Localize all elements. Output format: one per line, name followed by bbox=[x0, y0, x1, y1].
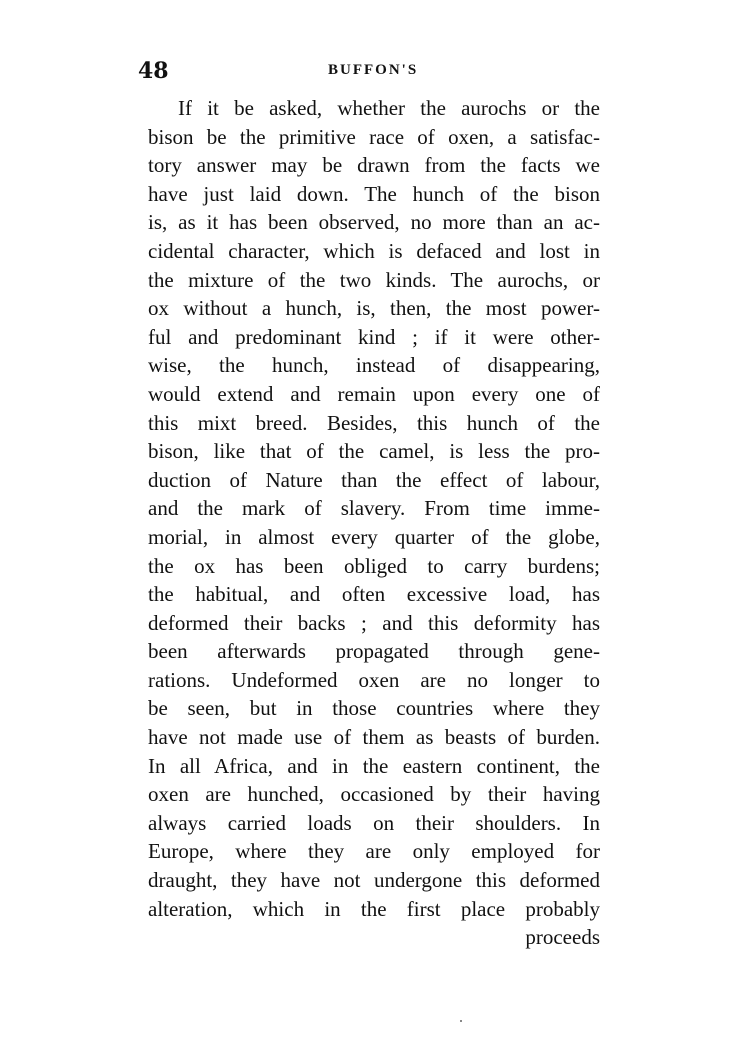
running-head: BUFFON'S bbox=[328, 62, 419, 78]
body-text bbox=[148, 94, 600, 952]
text-line: If it be asked, whether the aurochs or the bbox=[178, 96, 600, 120]
text-line: bison, like that of the camel, is less the pro- bbox=[148, 439, 600, 464]
text-line: the habitual, and often excessive load, has bbox=[148, 582, 600, 607]
text-line: and the mark of slavery. From time imme- bbox=[148, 496, 600, 521]
page-number: 48 bbox=[138, 58, 169, 84]
text-line: have not made use of them as beasts of burden. bbox=[148, 725, 600, 750]
text-line: alteration, which in the first place probably bbox=[148, 896, 600, 921]
text-line: wise, the hunch, instead of disappearing, bbox=[148, 353, 600, 378]
text-line: cidental character, which is defaced and lost in bbox=[148, 238, 600, 263]
text-line: tory answer may be drawn from the facts we bbox=[148, 153, 600, 178]
text-line: ful and predominant kind ; if it were other- bbox=[148, 324, 600, 349]
text-line: duction of Nature than the effect of labour, bbox=[148, 467, 600, 492]
text-line: deformed their backs ; and this deformity has bbox=[148, 610, 600, 635]
text-line: this mixt breed. Besides, this hunch of the bbox=[148, 410, 600, 435]
text-line: the ox has been obliged to carry burdens; bbox=[148, 553, 600, 578]
text-line: draught, they have not undergone this deformed bbox=[148, 868, 600, 893]
text-line: be seen, but in those countries where they bbox=[148, 696, 600, 721]
text-line: is, as it has been observed, no more than an ac- bbox=[148, 210, 600, 235]
text-line: oxen are hunched, occasioned by their having bbox=[148, 782, 600, 807]
text-line: In all Africa, and in the eastern continent, the bbox=[148, 753, 600, 778]
text-line: Europe, where they are only employed for bbox=[148, 839, 600, 864]
text-line: always carried loads on their shoulders. In bbox=[148, 810, 600, 835]
text-line: ox without a hunch, is, then, the most power- bbox=[148, 296, 600, 321]
text-line: been afterwards propagated through gene- bbox=[148, 639, 600, 664]
page-speck bbox=[460, 1020, 462, 1022]
text-line: rations. Undeformed oxen are no longer to bbox=[148, 667, 600, 692]
text-line: bison be the primitive race of oxen, a satisfac- bbox=[148, 124, 600, 149]
text-line: morial, in almost every quarter of the globe, bbox=[148, 524, 600, 549]
text-line: would extend and remain upon every one of bbox=[148, 381, 600, 406]
page-header bbox=[138, 58, 608, 88]
text-line: have just laid down. The hunch of the bison bbox=[148, 181, 600, 206]
text-line: the mixture of the two kinds. The aurochs, or bbox=[148, 267, 600, 292]
catchword: proceeds bbox=[525, 925, 600, 950]
